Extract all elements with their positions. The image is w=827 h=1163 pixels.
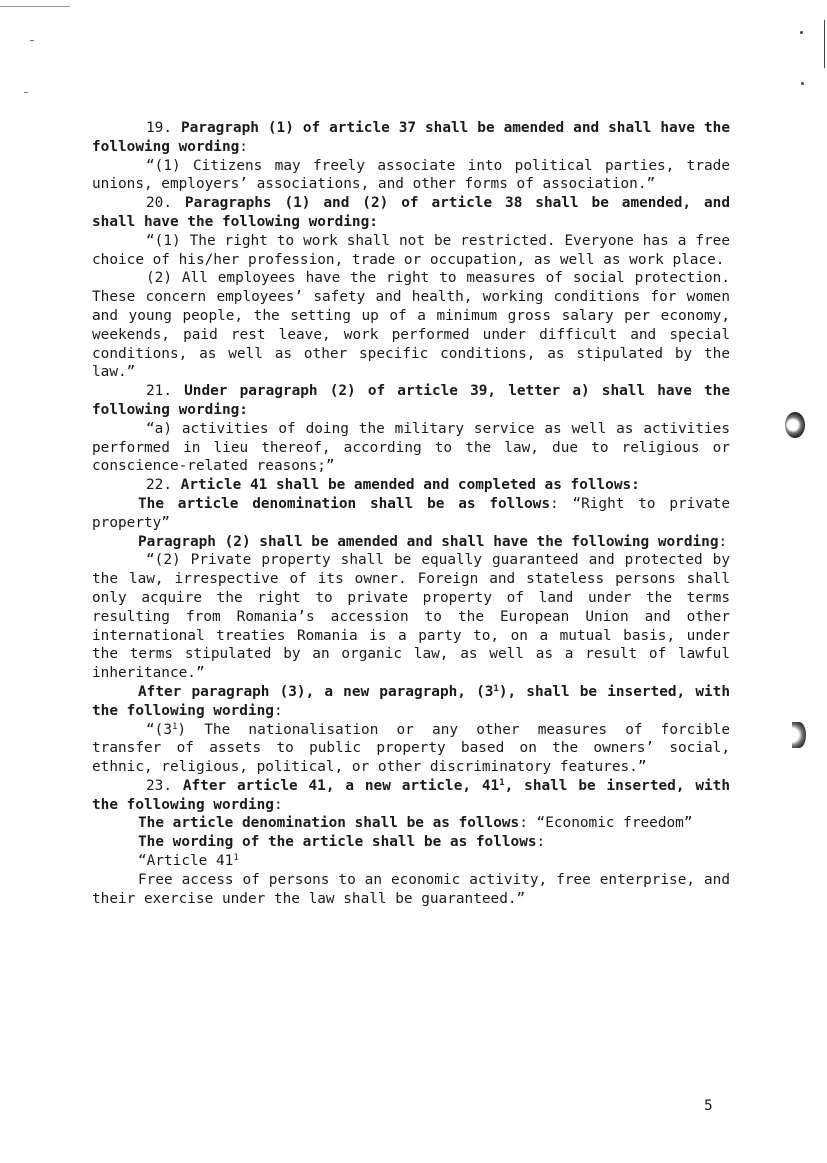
paragraph-p22-denom: The article denomination shall be as follows: “Right to private property”	[92, 495, 730, 531]
scan-speck	[24, 92, 28, 93]
scan-edge-line	[0, 6, 70, 7]
paragraph-p23-denom: The article denomination shall be as follows: “Economic freedom”	[138, 815, 693, 832]
punch-hole-mark	[785, 412, 805, 438]
paragraph-p23-wording-head: The wording of the article shall be as follows:	[138, 834, 546, 851]
punch-hole-mark	[792, 722, 806, 748]
paragraph-p23-article-title: “Article $41^1$	[138, 853, 239, 870]
scan-edge-bar	[824, 20, 825, 68]
paragraph-p23-head: 23. After article 41, a new article, $41^1$, shall be inserted, with the following wording:	[92, 777, 730, 813]
paragraph-p22-par2-text: “(2) Private property shall be equally guaranteed and protected by the law, irrespective of its owner. Foreign and stateless persons shall only acquire the right to private property of land under the terms resulting from Romania’s accession to the European Union and other international treaties Romania is a party to, on a mutual basis, under the terms stipulated by an organic law, as well as a result of lawful inheritance.”	[92, 552, 730, 682]
paragraph-p19-text: “(1) Citizens may freely associate into political parties, trade unions, employers’ associations, and other forms of association.”	[92, 157, 730, 193]
paragraph-p19-head: 19. Paragraph (1) of article 37 shall be amended and shall have the following wording:	[92, 120, 731, 155]
paragraph-p20-text2: (2) All employees have the right to measures of social protection. These concern employees’ safety and health, working conditions for women and young people, the setting up of a minimum gross salary per economy, weekends, paid rest leave, work performed under difficult and special conditions, as well as other specific conditions, as stipulated by the law.”	[92, 270, 730, 381]
paragraph-p22-head: 22. Article 41 shall be amended and completed as follows:	[146, 477, 640, 494]
scan-speck	[800, 31, 803, 34]
page-number: 5	[704, 1098, 713, 1114]
paragraph-p22-par2-head: Paragraph (2) shall be amended and shall have the following wording:	[138, 533, 728, 550]
paragraph-p21-head: 21. Under paragraph (2) of article 39, letter a) shall have the following wording:	[92, 383, 731, 418]
document-body	[92, 119, 730, 908]
scan-speck	[801, 82, 804, 85]
paragraph-p22-par31-text: “$(3^1)$ The nationalisation or any other measures of forcible transfer of assets to public property based on the owners’ social, ethnic, religious, political, or other discriminatory features.”	[92, 721, 730, 776]
paragraph-p20-head: 20. Paragraphs (1) and (2) of article 38 shall be amended, and shall have the following wording:	[92, 195, 730, 230]
paragraph-p23-article-text: Free access of persons to an economic activity, free enterprise, and their exercise under the law shall be guaranteed.”	[92, 871, 730, 907]
paragraph-p20-text1: “(1) The right to work shall not be restricted. Everyone has a free choice of his/her profession, trade or occupation, as well as work place.	[92, 232, 730, 268]
paragraph-p22-par31-head: After paragraph (3), a new paragraph, $(3^1)$, shall be inserted, with the following wording:	[92, 683, 730, 719]
scan-speck	[30, 40, 34, 41]
paragraph-p21-text: “a) activities of doing the military service as well as activities performed in lieu thereof, according to the law, due to religious or conscience-related reasons;”	[92, 420, 730, 475]
